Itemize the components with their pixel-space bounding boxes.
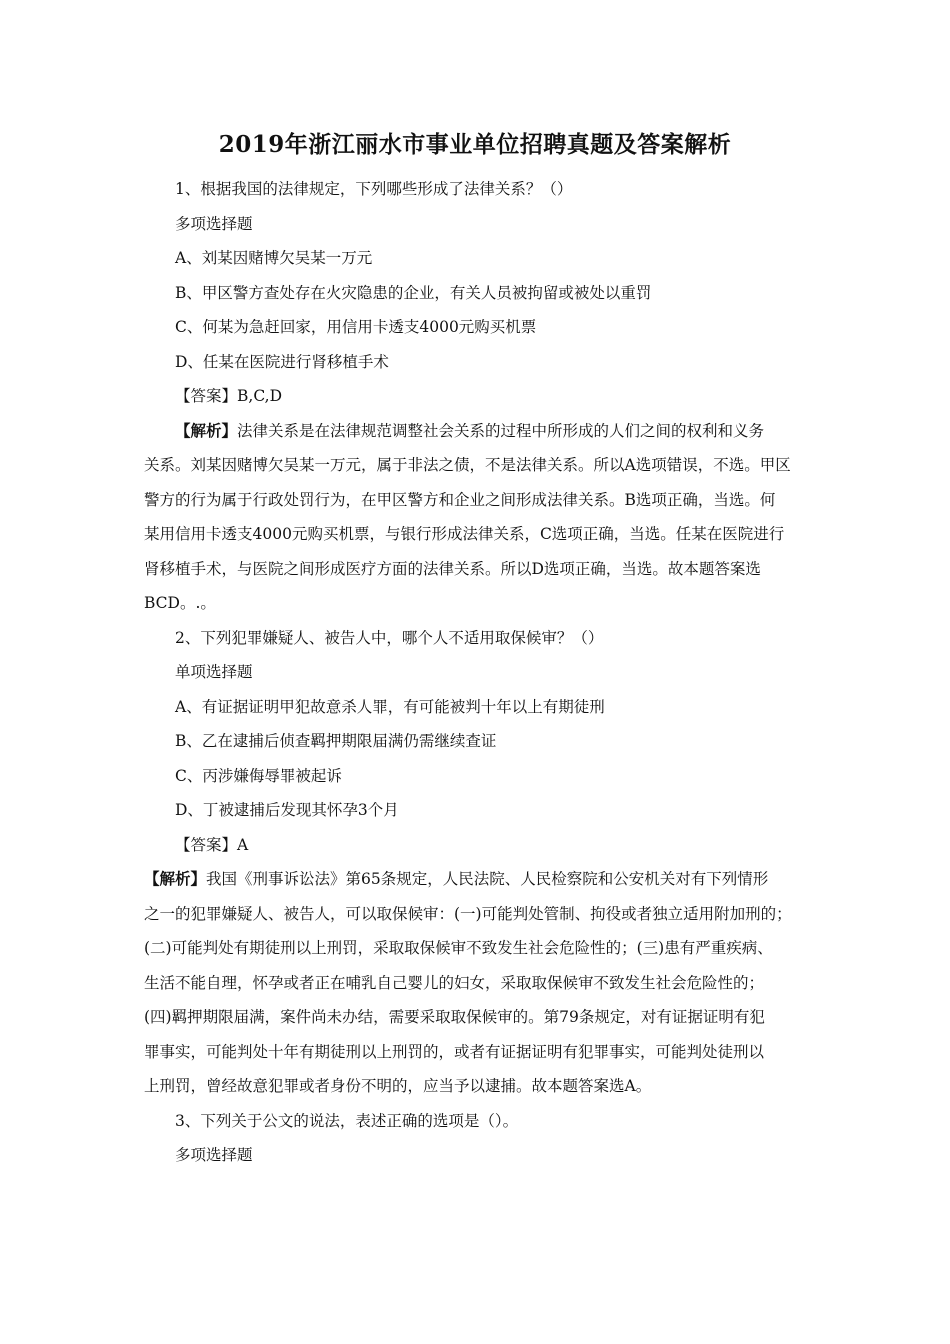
option-d: D、丁被逮捕后发现其怀孕3个月 — [175, 801, 399, 819]
question-type: 多项选择题 — [175, 1146, 253, 1164]
analysis-line: 生活不能自理，怀孕或者正在哺乳自己婴儿的妇女，采取取保候审不致发生社会危险性的； — [144, 973, 765, 992]
analysis-label: 【解析】 — [144, 869, 207, 888]
analysis-line: (四)羁押期限届满，案件尚未办结，需要采取取保候审的。第79条规定，对有证据证明有犯 — [144, 1008, 765, 1026]
option-b: B、乙在逮捕后侦查羁押期限届满仍需继续查证 — [175, 732, 497, 750]
option-d: D、任某在医院进行肾移植手术 — [175, 352, 389, 371]
analysis-text: 法律关系是在法律规范调整社会关系的过程中所形成的人们之间的权利和义务 — [237, 421, 765, 440]
analysis-line: 关系。刘某因赌博欠吴某一万元，属于非法之债，不是法律关系。所以A选项错误，不选。甲区 — [144, 456, 791, 474]
analysis-line: 之一的犯罪嫌疑人、被告人，可以取保候审：(一)可能判处管制、拘役或者独立适用附加刑的； — [144, 904, 792, 923]
analysis-line — [144, 414, 808, 449]
document-body — [144, 172, 808, 1173]
question-stem: 3、下列关于公文的说法，表述正确的选项是（）。 — [175, 1111, 519, 1130]
analysis-line: BCD。.。 — [144, 594, 216, 612]
answer-line — [144, 379, 808, 414]
answer-value: B,C,D — [237, 387, 282, 405]
analysis-line: 罪事实，可能判处十年有期徒刑以上刑罚的，或者有证据证明有犯罪事实，可能判处徒刑以 — [144, 1042, 765, 1061]
analysis-line — [144, 862, 808, 897]
answer-value: A — [237, 835, 249, 854]
question-stem: 2、下列犯罪嫌疑人、被告人中，哪个人不适用取保候审？（） — [175, 628, 604, 647]
analysis-line: 警方的行为属于行政处罚行为，在甲区警方和企业之间形成法律关系。B选项正确，当选。何 — [144, 490, 776, 509]
analysis-line: 某用信用卡透支4000元购买机票，与银行形成法律关系，C选项正确，当选。任某在医院进行 — [144, 525, 785, 543]
option-c: C、何某为急赶回家，用信用卡透支4000元购买机票 — [175, 318, 537, 336]
question-stem: 1、根据我国的法律规定，下列哪些形成了法律关系？（） — [175, 180, 573, 198]
option-c: C、丙涉嫌侮辱罪被起诉 — [175, 766, 342, 785]
analysis-line: 肾移植手术，与医院之间形成医疗方面的法律关系。所以D选项正确，当选。故本题答案选 — [144, 559, 761, 578]
analysis-line: 上刑罚，曾经故意犯罪或者身份不明的，应当予以逮捕。故本题答案选A。 — [144, 1077, 652, 1095]
page-title: 2019年浙江丽水市事业单位招聘真题及答案解析 — [218, 131, 732, 158]
option-a: A、刘某因赌博欠吴某一万元 — [175, 249, 373, 267]
analysis-label: 【解析】 — [175, 420, 238, 440]
answer-label: 【答案】 — [175, 835, 238, 854]
question-type: 多项选择题 — [175, 214, 253, 233]
question-type: 单项选择题 — [175, 663, 253, 681]
answer-line — [144, 828, 808, 863]
answer-label: 【答案】 — [175, 387, 238, 405]
option-a: A、有证据证明甲犯故意杀人罪，有可能被判十年以上有期徒刑 — [175, 697, 605, 716]
analysis-text: 我国《刑事诉讼法》第65条规定，人民法院、人民检察院和公安机关对有下列情形 — [206, 870, 769, 888]
option-b: B、甲区警方查处存在火灾隐患的企业，有关人员被拘留或被处以重罚 — [175, 283, 652, 302]
analysis-line: (二)可能判处有期徒刑以上刑罚，采取取保候审不致发生社会危险性的；(三)患有严重疾病、 — [144, 939, 773, 957]
